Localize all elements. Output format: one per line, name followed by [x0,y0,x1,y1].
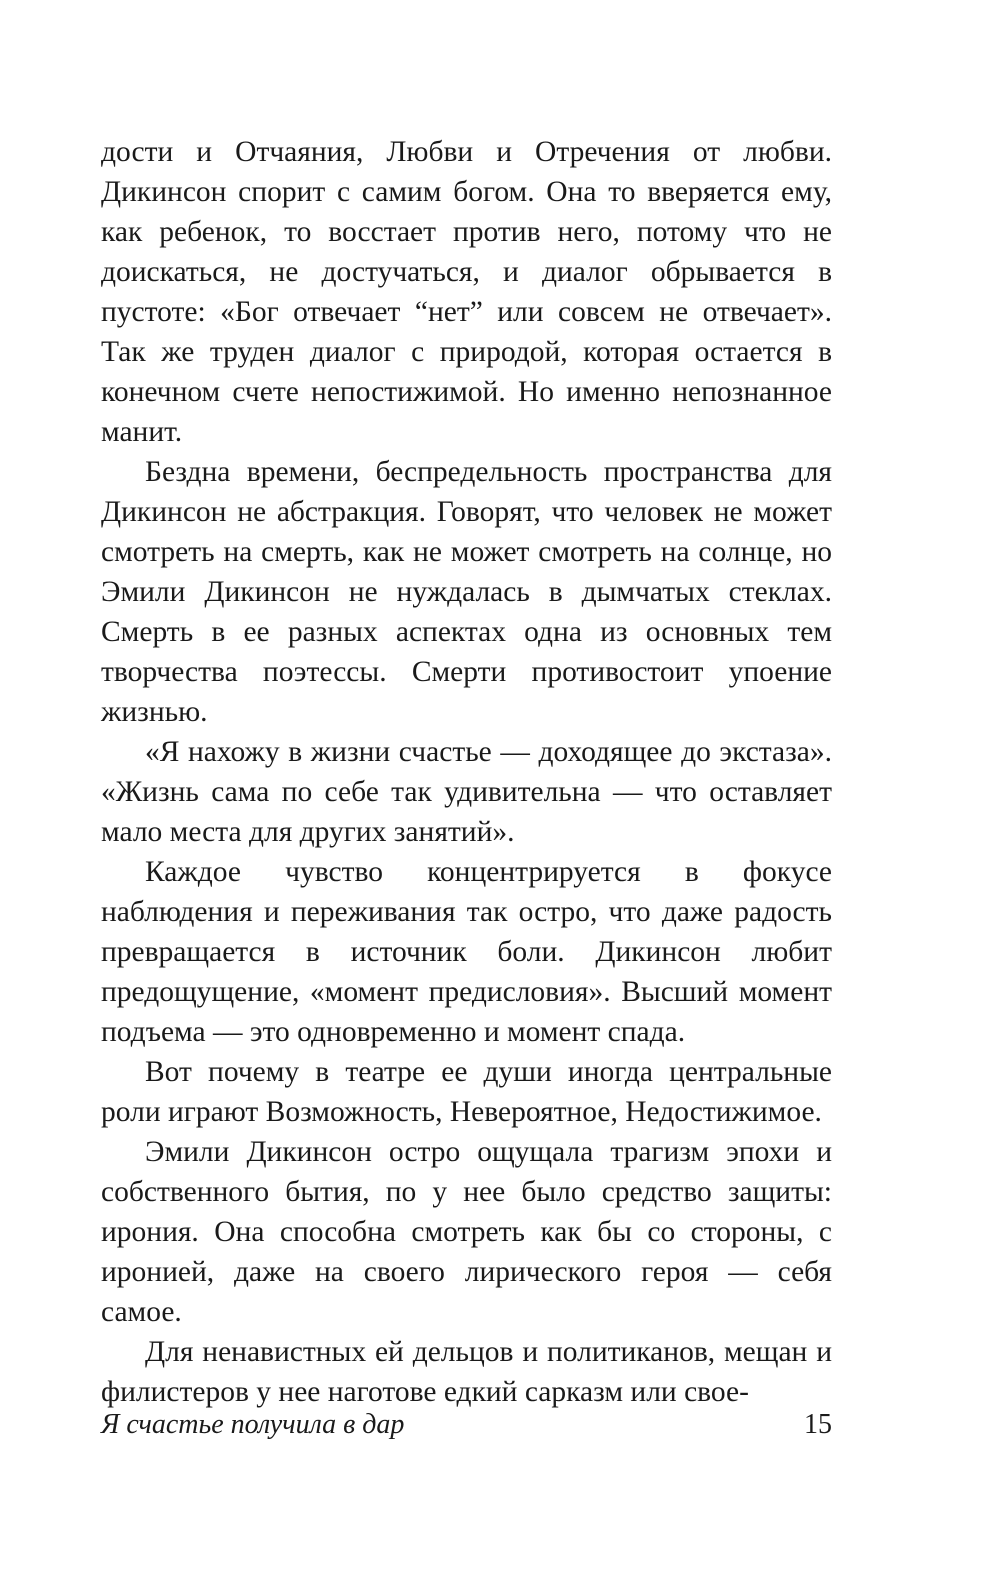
paragraph-6: Эмили Дикинсон остро ощущала трагизм эпохи и собственного бытия, по у нее было средство защиты: ирония. Она способна смотреть как бы со стороны, с иронией, даже на своего лирического героя — себя самое. [101,1136,832,1328]
paragraph-5: Вот почему в театре ее души иногда центральные роли играют Возможность, Невероятное, Недостижимое. [101,1056,832,1128]
paragraph-2: Бездна времени, беспредельность пространства для Дикинсон не абстракция. Говорят, что человек не может смотреть на смерть, как не может смотреть на солнце, но Эмили Дикинсон не нуждалась в дымчатых стеклах. Смерть в ее разных аспектах одна из основных тем творчества поэтессы. Смерти противостоит упоение жизнью. [101,456,832,728]
paragraph-4: Каждое чувство концентрируется в фокусе наблюдения и переживания так остро, что даже радость превращается в источник боли. Дикинсон любит предощущение, «момент предисловия». Высший момент подъема — это одновременно и момент спада. [101,856,832,1048]
page-footer [101,1405,832,1445]
page-number: 15 [804,1409,832,1440]
paragraph-1: дости и Отчаяния, Любви и Отречения от любви. Дикинсон спорит с самим богом. Она то вверяется ему, как ребенок, то восстает против него, потому что не доискаться, не достучаться, и диалог обрывается в пустоте: «Бог отвечает “нет” или совсем не отвечает». Так же труден диалог с природой, которая остается в конечном счете непостижимой. Но именно непознанное манит. [101,136,832,448]
running-title: Я счастье получила в дар [101,1409,405,1440]
page-body [101,132,832,1412]
paragraph-3: «Я нахожу в жизни счастье — доходящее до экстаза». «Жизнь сама по себе так удивительна — что оставляет мало места для других занятий». [101,736,832,848]
paragraph-7: Для ненавистных ей дельцов и политиканов, мещан и филистеров у нее наготове едкий сарказм или свое- [101,1336,832,1408]
